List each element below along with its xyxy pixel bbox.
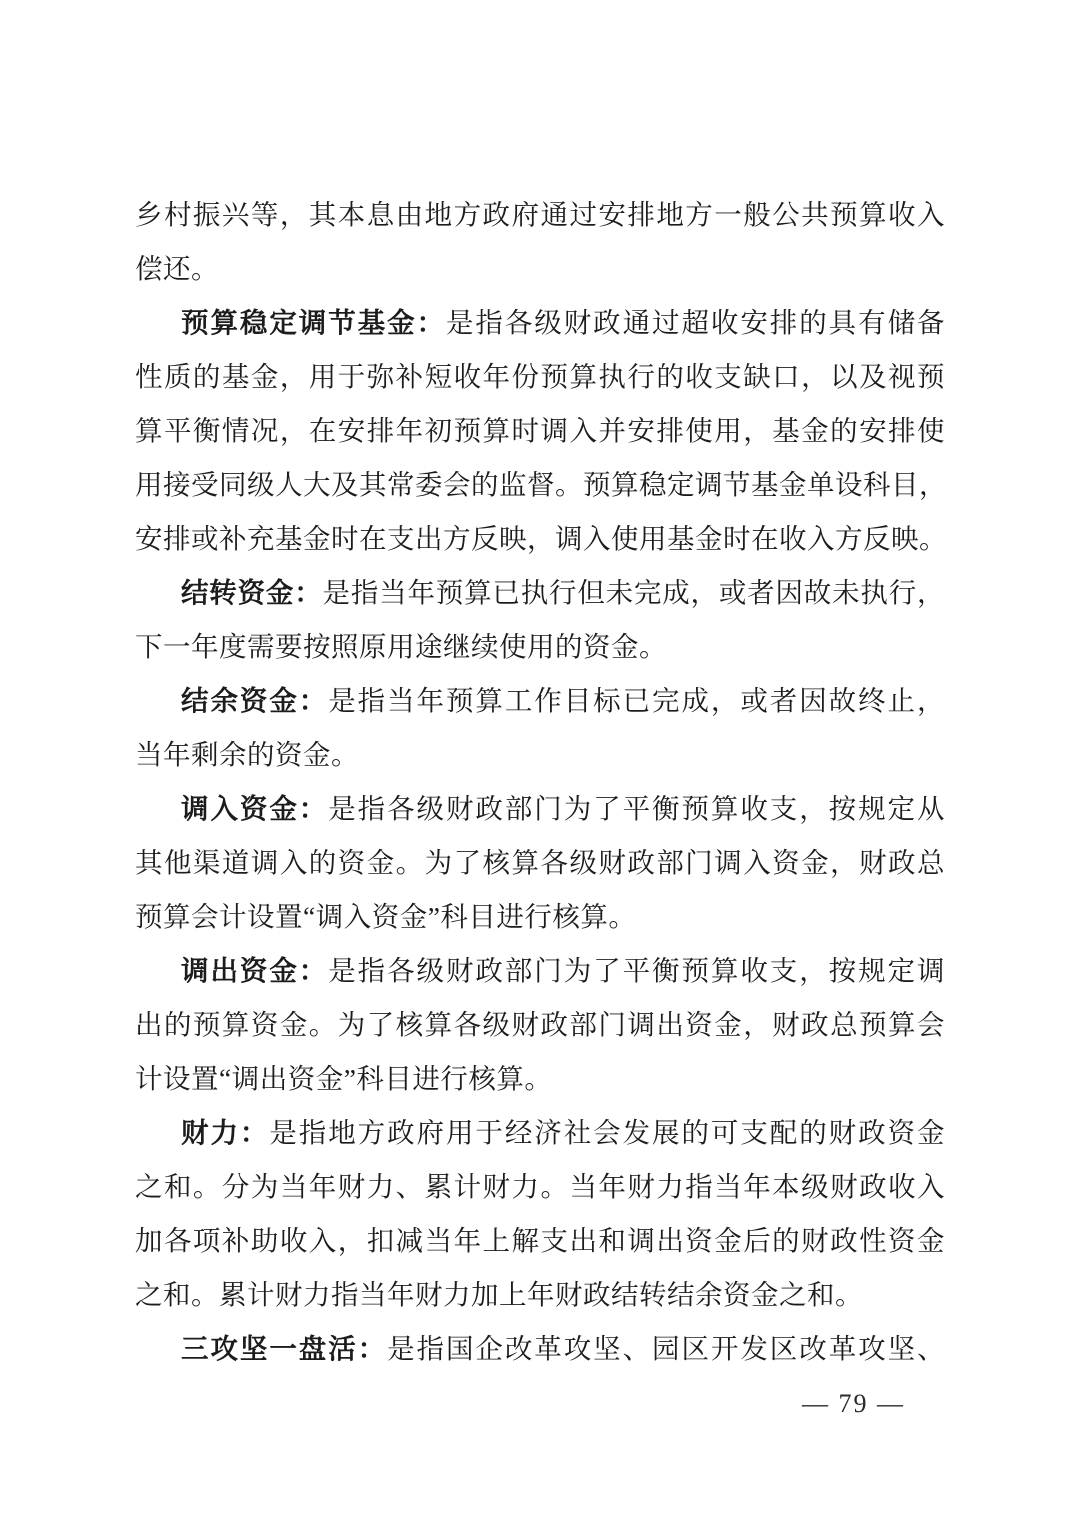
text-line bbox=[135, 296, 945, 350]
line-text: 是指国企改革攻坚、园区开发区改革攻坚、 bbox=[387, 1333, 946, 1364]
text-line bbox=[135, 728, 945, 782]
line-text: 算平衡情况，在安排年初预算时调入并安排使用，基金的安排使 bbox=[135, 415, 945, 446]
text-line bbox=[135, 944, 945, 998]
line-text: 是指地方政府用于经济社会发展的可支配的财政资金 bbox=[269, 1117, 946, 1148]
line-text: 是指当年预算工作目标已完成，或者因故终止， bbox=[328, 685, 946, 716]
term-label: 三攻坚一盘活： bbox=[181, 1333, 388, 1364]
text-line bbox=[135, 350, 945, 404]
line-text: 性质的基金，用于弥补短收年份预算执行的收支缺口，以及视预 bbox=[135, 361, 945, 392]
line-text: 是指各级财政部门为了平衡预算收支，按规定调 bbox=[328, 955, 946, 986]
term-label: 结转资金： bbox=[181, 577, 323, 608]
line-text: 出的预算资金。为了核算各级财政部门调出资金，财政总预算会 bbox=[135, 1009, 945, 1040]
line-text: 用接受同级人大及其常委会的监督。预算稳定调节基金单设科目， bbox=[135, 469, 947, 500]
text-line bbox=[135, 458, 945, 512]
line-text: 计设置“调出资金”科目进行核算。 bbox=[135, 1063, 553, 1094]
text-line bbox=[135, 782, 945, 836]
text-line bbox=[135, 512, 945, 566]
line-text: 乡村振兴等，其本息由地方政府通过安排地方一般公共预算收入 bbox=[135, 199, 945, 230]
term-label: 结余资金： bbox=[181, 685, 329, 716]
line-text: 之和。分为当年财力、累计财力。当年财力指当年本级财政收入 bbox=[135, 1171, 945, 1202]
text-line bbox=[135, 1160, 945, 1214]
text-line bbox=[135, 1052, 945, 1106]
text-line bbox=[135, 1322, 945, 1376]
line-text: 之和。累计财力指当年财力加上年财政结转结余资金之和。 bbox=[135, 1279, 863, 1310]
paragraph bbox=[135, 566, 945, 674]
term-label: 预算稳定调节基金： bbox=[181, 307, 446, 338]
paragraph bbox=[135, 188, 945, 296]
term-label: 调出资金： bbox=[181, 955, 329, 986]
paragraph bbox=[135, 1322, 945, 1376]
text-line bbox=[135, 1268, 945, 1322]
text-line bbox=[135, 566, 945, 620]
paragraph bbox=[135, 296, 945, 566]
line-text: 当年剩余的资金。 bbox=[135, 739, 359, 770]
paragraph bbox=[135, 782, 945, 944]
text-line bbox=[135, 188, 945, 242]
text-line bbox=[135, 998, 945, 1052]
text-line bbox=[135, 1214, 945, 1268]
paragraph bbox=[135, 674, 945, 782]
line-text: 其他渠道调入的资金。为了核算各级财政部门调入资金，财政总 bbox=[135, 847, 945, 878]
text-line bbox=[135, 674, 945, 728]
text-line bbox=[135, 836, 945, 890]
line-text: 安排或补充基金时在支出方反映，调入使用基金时在收入方反映。 bbox=[135, 523, 947, 554]
line-text: 加各项补助收入，扣减当年上解支出和调出资金后的财政性资金 bbox=[135, 1225, 945, 1256]
line-text: 是指当年预算已执行但未完成，或者因故未执行， bbox=[322, 577, 946, 608]
line-text: 预算会计设置“调入资金”科目进行核算。 bbox=[135, 901, 637, 932]
text-block bbox=[135, 188, 945, 1376]
line-text: 是指各级财政部门为了平衡预算收支，按规定从 bbox=[328, 793, 946, 824]
paragraph bbox=[135, 1106, 945, 1322]
line-text: 下一年度需要按照原用途继续使用的资金。 bbox=[135, 631, 667, 662]
text-line bbox=[135, 890, 945, 944]
line-text: 是指各级财政通过超收安排的具有储备 bbox=[445, 307, 946, 338]
text-line bbox=[135, 1106, 945, 1160]
term-label: 财力： bbox=[181, 1117, 270, 1148]
page-number: — 79 — bbox=[802, 1389, 905, 1418]
line-text: 偿还。 bbox=[135, 253, 219, 284]
term-label: 调入资金： bbox=[181, 793, 329, 824]
paragraph bbox=[135, 944, 945, 1106]
text-line bbox=[135, 242, 945, 296]
text-line bbox=[135, 620, 945, 674]
text-line bbox=[135, 404, 945, 458]
